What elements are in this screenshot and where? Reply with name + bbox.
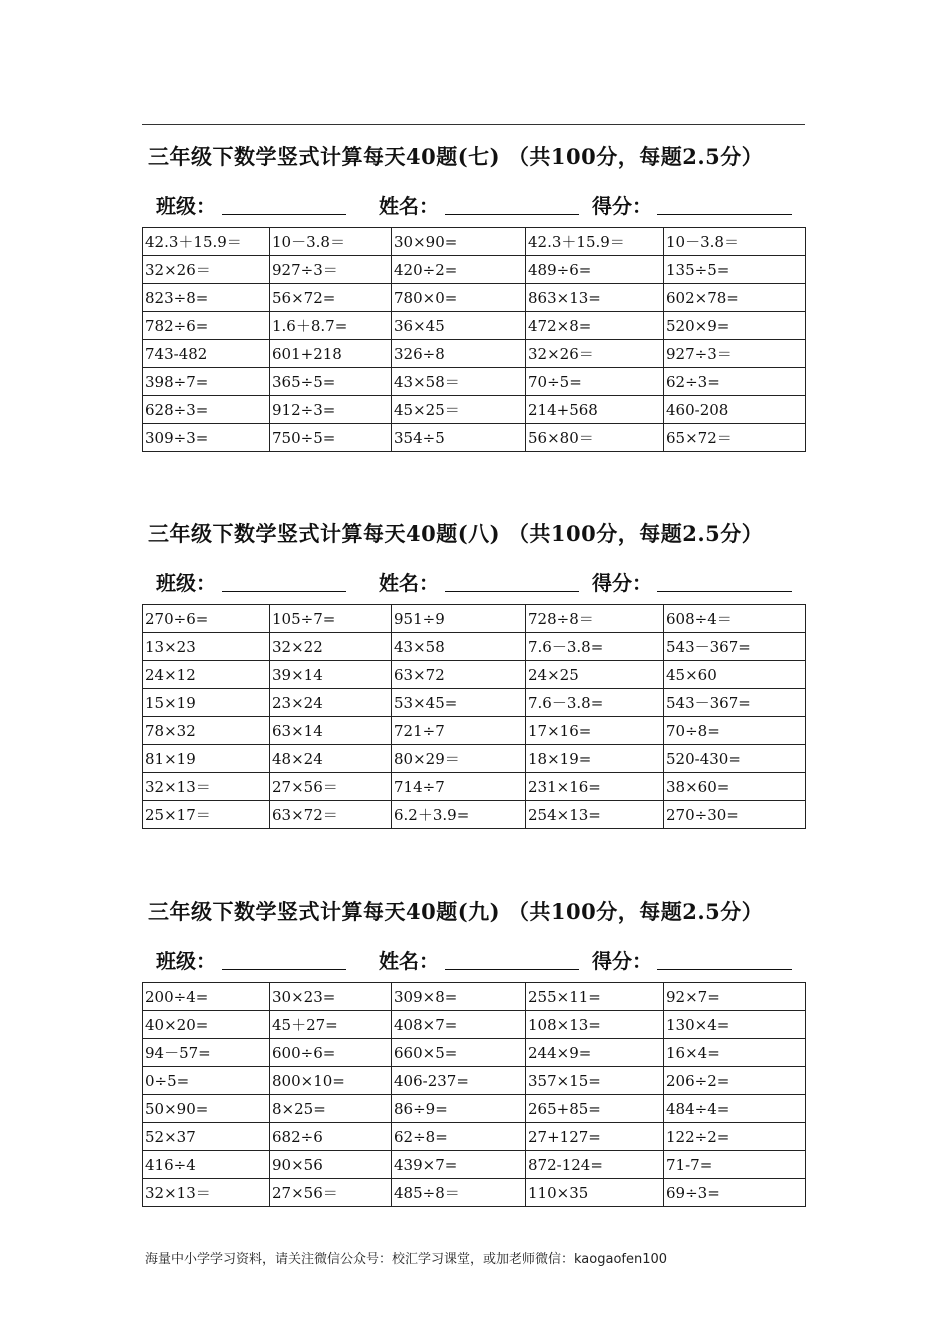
table-row xyxy=(143,773,806,801)
problem-cell: 601+218 xyxy=(270,340,392,368)
table-row xyxy=(143,1151,806,1179)
problem-cell: 728÷8＝ xyxy=(526,605,664,633)
table-row xyxy=(143,717,806,745)
class-blank[interactable] xyxy=(222,214,346,215)
student-info-fields xyxy=(142,567,805,597)
problem-cell: 206÷2= xyxy=(664,1067,806,1095)
problem-cell: 472×8= xyxy=(526,312,664,340)
problem-cell: 244×9= xyxy=(526,1039,664,1067)
table-row xyxy=(143,1123,806,1151)
problem-cell: 255×11= xyxy=(526,983,664,1011)
problem-cell: 15×19 xyxy=(143,689,270,717)
problem-cell: 71-7= xyxy=(664,1151,806,1179)
problem-cell: 460-208 xyxy=(664,396,806,424)
problem-cell: 357×15= xyxy=(526,1067,664,1095)
problem-cell: 69÷3= xyxy=(664,1179,806,1207)
problem-cell: 18×19= xyxy=(526,745,664,773)
table-row xyxy=(143,633,806,661)
table-row xyxy=(143,1179,806,1207)
problem-table xyxy=(142,604,806,829)
problem-cell: 602×78= xyxy=(664,284,806,312)
problem-cell: 13×23 xyxy=(143,633,270,661)
problem-cell: 27+127= xyxy=(526,1123,664,1151)
problem-cell: 7.6－3.8= xyxy=(526,633,664,661)
problem-cell: 63×72 xyxy=(392,661,526,689)
problem-cell: 36×45 xyxy=(392,312,526,340)
problem-cell: 326÷8 xyxy=(392,340,526,368)
problem-cell: 743-482 xyxy=(143,340,270,368)
problem-cell: 309÷3= xyxy=(143,424,270,452)
problem-table xyxy=(142,227,806,452)
problem-cell: 398÷7= xyxy=(143,368,270,396)
score-label: 得分： xyxy=(592,949,652,973)
table-row xyxy=(143,661,806,689)
score-blank[interactable] xyxy=(657,969,792,970)
section-title: 三年级下数学竖式计算每天40题(九) （共100分，每题2.5分） xyxy=(148,899,764,924)
problem-cell: 485÷8＝ xyxy=(392,1179,526,1207)
problem-cell: 200÷4= xyxy=(143,983,270,1011)
problem-cell: 600÷6= xyxy=(270,1039,392,1067)
problem-cell: 52×37 xyxy=(143,1123,270,1151)
problem-cell: 912÷3= xyxy=(270,396,392,424)
table-row xyxy=(143,284,806,312)
name-blank[interactable] xyxy=(445,969,579,970)
problem-cell: 270÷30= xyxy=(664,801,806,829)
problem-cell: 270÷6= xyxy=(143,605,270,633)
problem-cell: 32×26＝ xyxy=(526,340,664,368)
problem-cell: 17×16= xyxy=(526,717,664,745)
problem-cell: 16×4= xyxy=(664,1039,806,1067)
problem-cell: 365÷5= xyxy=(270,368,392,396)
problem-cell: 81×19 xyxy=(143,745,270,773)
problem-cell: 53×45= xyxy=(392,689,526,717)
problem-cell: 520×9= xyxy=(664,312,806,340)
score-blank[interactable] xyxy=(657,591,792,592)
problem-cell: 608÷4＝ xyxy=(664,605,806,633)
problem-cell: 8×25= xyxy=(270,1095,392,1123)
problem-cell: 863×13= xyxy=(526,284,664,312)
table-row xyxy=(143,256,806,284)
problem-cell: 56×80＝ xyxy=(526,424,664,452)
problem-cell: 80×29＝ xyxy=(392,745,526,773)
problem-cell: 800×10= xyxy=(270,1067,392,1095)
problem-cell: 484÷4= xyxy=(664,1095,806,1123)
problem-cell: 927÷3＝ xyxy=(664,340,806,368)
problem-cell: 45×60 xyxy=(664,661,806,689)
footer-note: 海量中小学学习资料，请关注微信公众号：校汇学习课堂，或加老师微信：kaogaofen100 xyxy=(145,1252,668,1267)
name-label: 姓名： xyxy=(379,949,439,973)
table-row xyxy=(143,396,806,424)
student-info-fields xyxy=(142,945,805,975)
problem-cell: 108×13= xyxy=(526,1011,664,1039)
problem-cell: 1.6＋8.7= xyxy=(270,312,392,340)
problem-cell: 27×56＝ xyxy=(270,1179,392,1207)
student-info-fields xyxy=(142,190,805,220)
problem-cell: 10－3.8＝ xyxy=(270,228,392,256)
score-blank[interactable] xyxy=(657,214,792,215)
problem-cell: 48×24 xyxy=(270,745,392,773)
score-label: 得分： xyxy=(592,571,652,595)
table-row xyxy=(143,312,806,340)
problem-cell: 50×90= xyxy=(143,1095,270,1123)
problem-cell: 62÷8= xyxy=(392,1123,526,1151)
problem-cell: 872-124= xyxy=(526,1151,664,1179)
problem-cell: 39×14 xyxy=(270,661,392,689)
problem-cell: 110×35 xyxy=(526,1179,664,1207)
problem-cell: 90×56 xyxy=(270,1151,392,1179)
name-blank[interactable] xyxy=(445,591,579,592)
section-title: 三年级下数学竖式计算每天40题(八) （共100分，每题2.5分） xyxy=(148,521,764,546)
problem-cell: 70÷8= xyxy=(664,717,806,745)
problem-cell: 10－3.8＝ xyxy=(664,228,806,256)
problem-cell: 62÷3= xyxy=(664,368,806,396)
class-label: 班级： xyxy=(156,949,216,973)
problem-cell: 309×8= xyxy=(392,983,526,1011)
table-row xyxy=(143,1095,806,1123)
problem-cell: 24×25 xyxy=(526,661,664,689)
problem-cell: 721÷7 xyxy=(392,717,526,745)
problem-cell: 520-430= xyxy=(664,745,806,773)
table-row xyxy=(143,689,806,717)
problem-cell: 823÷8= xyxy=(143,284,270,312)
problem-cell: 782÷6= xyxy=(143,312,270,340)
table-row xyxy=(143,1039,806,1067)
problem-cell: 105÷7= xyxy=(270,605,392,633)
name-label: 姓名： xyxy=(379,194,439,218)
table-row xyxy=(143,801,806,829)
problem-cell: 86÷9= xyxy=(392,1095,526,1123)
problem-cell: 40×20= xyxy=(143,1011,270,1039)
class-blank[interactable] xyxy=(222,969,346,970)
problem-cell: 780×0= xyxy=(392,284,526,312)
name-blank[interactable] xyxy=(445,214,579,215)
score-label: 得分： xyxy=(592,194,652,218)
problem-cell: 63×14 xyxy=(270,717,392,745)
table-row xyxy=(143,1011,806,1039)
table-row xyxy=(143,228,806,256)
class-label: 班级： xyxy=(156,194,216,218)
problem-cell: 94－57= xyxy=(143,1039,270,1067)
problem-cell: 408×7= xyxy=(392,1011,526,1039)
class-label: 班级： xyxy=(156,571,216,595)
problem-cell: 416÷4 xyxy=(143,1151,270,1179)
problem-cell: 714÷7 xyxy=(392,773,526,801)
problem-cell: 628÷3= xyxy=(143,396,270,424)
problem-cell: 750÷5= xyxy=(270,424,392,452)
problem-cell: 951÷9 xyxy=(392,605,526,633)
problem-cell: 30×90= xyxy=(392,228,526,256)
problem-cell: 32×22 xyxy=(270,633,392,661)
problem-cell: 56×72= xyxy=(270,284,392,312)
table-row xyxy=(143,1067,806,1095)
problem-cell: 489÷6= xyxy=(526,256,664,284)
problem-cell: 92×7= xyxy=(664,983,806,1011)
problem-cell: 406-237= xyxy=(392,1067,526,1095)
problem-cell: 32×13＝ xyxy=(143,773,270,801)
problem-cell: 7.6－3.8= xyxy=(526,689,664,717)
table-row xyxy=(143,424,806,452)
problem-cell: 130×4= xyxy=(664,1011,806,1039)
problem-cell: 23×24 xyxy=(270,689,392,717)
table-row xyxy=(143,983,806,1011)
table-row xyxy=(143,605,806,633)
problem-cell: 6.2＋3.9= xyxy=(392,801,526,829)
table-row xyxy=(143,340,806,368)
problem-cell: 420÷2= xyxy=(392,256,526,284)
problem-cell: 32×13＝ xyxy=(143,1179,270,1207)
problem-cell: 354÷5 xyxy=(392,424,526,452)
problem-cell: 42.3＋15.9＝ xyxy=(143,228,270,256)
problem-cell: 38×60= xyxy=(664,773,806,801)
problem-cell: 439×7= xyxy=(392,1151,526,1179)
problem-cell: 135÷5= xyxy=(664,256,806,284)
problem-cell: 927÷3＝ xyxy=(270,256,392,284)
problem-cell: 254×13= xyxy=(526,801,664,829)
problem-cell: 27×56＝ xyxy=(270,773,392,801)
problem-cell: 25×17＝ xyxy=(143,801,270,829)
problem-cell: 65×72＝ xyxy=(664,424,806,452)
problem-cell: 45＋27= xyxy=(270,1011,392,1039)
problem-cell: 30×23= xyxy=(270,983,392,1011)
problem-cell: 543－367= xyxy=(664,689,806,717)
problem-cell: 122÷2= xyxy=(664,1123,806,1151)
problem-cell: 43×58＝ xyxy=(392,368,526,396)
problem-cell: 70÷5= xyxy=(526,368,664,396)
top-divider xyxy=(142,124,805,125)
problem-table xyxy=(142,982,806,1207)
problem-cell: 214+568 xyxy=(526,396,664,424)
problem-cell: 42.3＋15.9＝ xyxy=(526,228,664,256)
problem-cell: 660×5= xyxy=(392,1039,526,1067)
section-title: 三年级下数学竖式计算每天40题(七) （共100分，每题2.5分） xyxy=(148,144,764,169)
problem-cell: 0÷5= xyxy=(143,1067,270,1095)
problem-cell: 265+85= xyxy=(526,1095,664,1123)
problem-cell: 32×26＝ xyxy=(143,256,270,284)
problem-cell: 43×58 xyxy=(392,633,526,661)
table-row xyxy=(143,368,806,396)
name-label: 姓名： xyxy=(379,571,439,595)
problem-cell: 543－367= xyxy=(664,633,806,661)
class-blank[interactable] xyxy=(222,591,346,592)
problem-cell: 231×16= xyxy=(526,773,664,801)
table-row xyxy=(143,745,806,773)
problem-cell: 63×72＝ xyxy=(270,801,392,829)
problem-cell: 78×32 xyxy=(143,717,270,745)
problem-cell: 45×25＝ xyxy=(392,396,526,424)
problem-cell: 24×12 xyxy=(143,661,270,689)
problem-cell: 682÷6 xyxy=(270,1123,392,1151)
